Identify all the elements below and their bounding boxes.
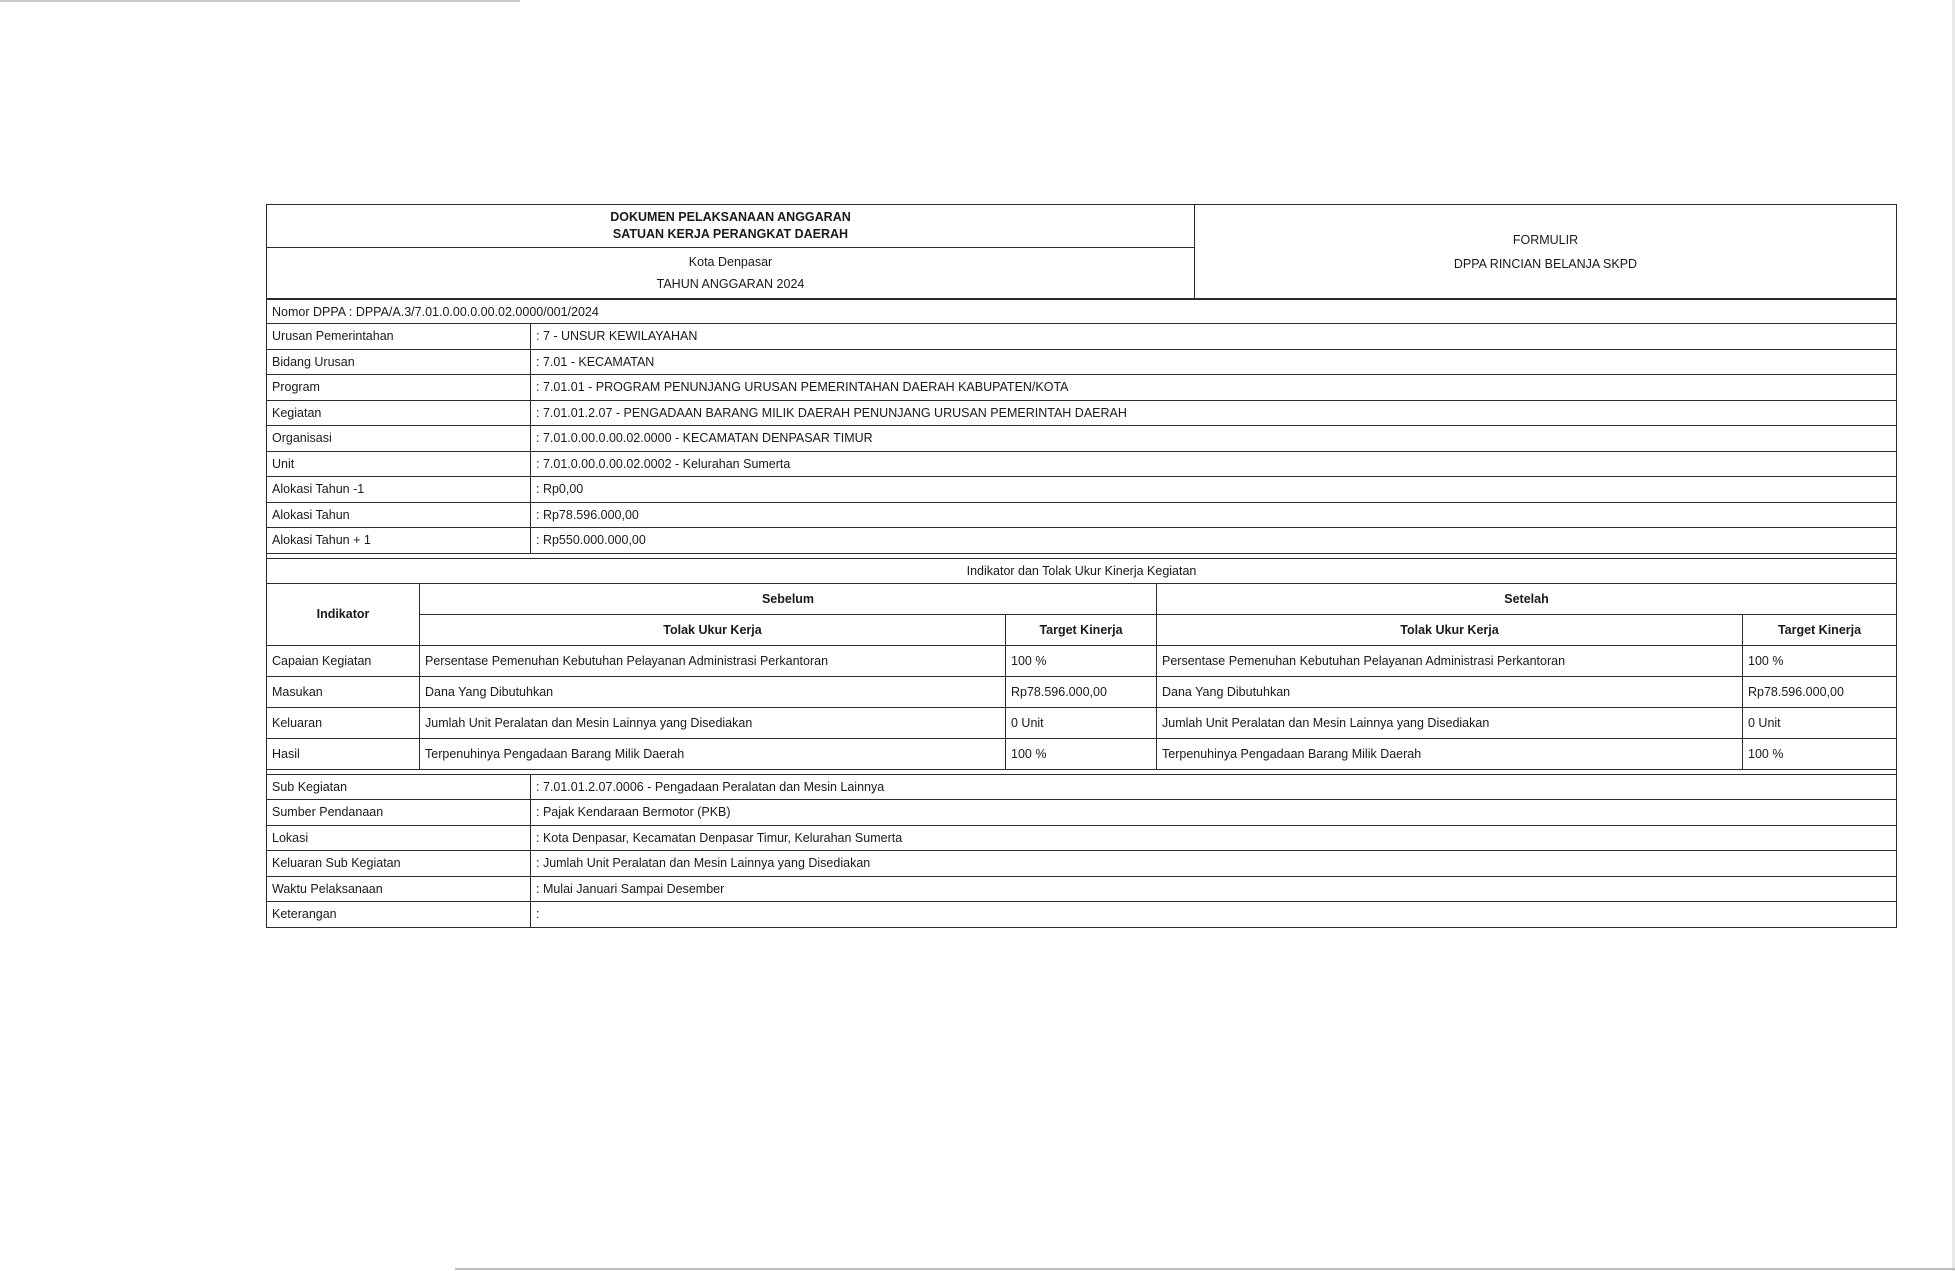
sebelum-tolak-cell: Persentase Pemenuhan Kebutuhan Pelayanan Administrasi Perkantoran	[420, 645, 1006, 676]
sub-label: Sub Kegiatan	[267, 774, 531, 800]
col-setelah: Setelah	[1157, 583, 1897, 614]
info-label: Kegiatan	[267, 400, 531, 426]
indicator-table	[266, 558, 1897, 770]
sebelum-target-cell: 100 %	[1006, 738, 1157, 769]
info-label: Alokasi Tahun	[267, 502, 531, 528]
table-row	[267, 738, 1897, 769]
nomor-dppa: Nomor DPPA : DPPA/A.3/7.01.0.00.0.00.02.0000/001/2024	[267, 300, 1897, 324]
info-value: : 7.01.01.2.07 - PENGADAAN BARANG MILIK DAERAH PENUNJANG URUSAN PEMERINTAH DAERAH	[531, 400, 1897, 426]
setelah-tolak-cell: Dana Yang Dibutuhkan	[1157, 676, 1743, 707]
sub-row	[267, 825, 1897, 851]
sub-label: Lokasi	[267, 825, 531, 851]
info-row	[267, 375, 1897, 401]
sebelum-tolak-cell: Dana Yang Dibutuhkan	[420, 676, 1006, 707]
sebelum-target-cell: 100 %	[1006, 645, 1157, 676]
document-header	[266, 204, 1897, 299]
info-label: Unit	[267, 451, 531, 477]
setelah-tolak-cell: Jumlah Unit Peralatan dan Mesin Lainnya yang Disediakan	[1157, 707, 1743, 738]
scan-edge-top	[0, 0, 520, 2]
setelah-tolak-cell: Terpenuhinya Pengadaan Barang Milik Daerah	[1157, 738, 1743, 769]
form-title	[1195, 205, 1897, 299]
indikator-cell: Capaian Kegiatan	[267, 645, 420, 676]
sub-value: : 7.01.01.2.07.0006 - Pengadaan Peralatan dan Mesin Lainnya	[531, 774, 1897, 800]
col-indikator: Indikator	[267, 583, 420, 645]
indicator-caption: Indikator dan Tolak Ukur Kinerja Kegiatan	[267, 558, 1897, 583]
info-row	[267, 324, 1897, 350]
info-value: : 7 - UNSUR KEWILAYAHAN	[531, 324, 1897, 350]
document-subtitle	[267, 248, 1195, 299]
sub-value: : Mulai Januari Sampai Desember	[531, 876, 1897, 902]
info-row	[267, 451, 1897, 477]
sub-value: : Kota Denpasar, Kecamatan Denpasar Timur, Kelurahan Sumerta	[531, 825, 1897, 851]
setelah-target-cell: Rp78.596.000,00	[1743, 676, 1897, 707]
col-setelah-tolak-ukur: Tolak Ukur Kerja	[1157, 614, 1743, 645]
sub-value: :	[531, 902, 1897, 928]
info-value: : 7.01 - KECAMATAN	[531, 349, 1897, 375]
info-row	[267, 477, 1897, 503]
info-value: : 7.01.0.00.0.00.02.0000 - KECAMATAN DENPASAR TIMUR	[531, 426, 1897, 452]
col-sebelum: Sebelum	[420, 583, 1157, 614]
info-row	[267, 528, 1897, 554]
sub-label: Keluaran Sub Kegiatan	[267, 851, 531, 877]
table-row	[267, 645, 1897, 676]
info-label: Program	[267, 375, 531, 401]
col-setelah-target: Target Kinerja	[1743, 614, 1897, 645]
col-sebelum-tolak-ukur: Tolak Ukur Kerja	[420, 614, 1006, 645]
sebelum-tolak-cell: Terpenuhinya Pengadaan Barang Milik Daerah	[420, 738, 1006, 769]
sebelum-target-cell: 0 Unit	[1006, 707, 1157, 738]
sub-row	[267, 902, 1897, 928]
table-row	[267, 707, 1897, 738]
sub-label: Sumber Pendanaan	[267, 800, 531, 826]
info-value: : 7.01.0.00.0.00.02.0002 - Kelurahan Sumerta	[531, 451, 1897, 477]
sebelum-tolak-cell: Jumlah Unit Peralatan dan Mesin Lainnya yang Disediakan	[420, 707, 1006, 738]
info-row	[267, 349, 1897, 375]
info-label: Alokasi Tahun -1	[267, 477, 531, 503]
sub-row	[267, 876, 1897, 902]
indikator-cell: Masukan	[267, 676, 420, 707]
setelah-target-cell: 0 Unit	[1743, 707, 1897, 738]
sub-row	[267, 800, 1897, 826]
info-label: Bidang Urusan	[267, 349, 531, 375]
sub-value: : Pajak Kendaraan Bermotor (PKB)	[531, 800, 1897, 826]
setelah-tolak-cell: Persentase Pemenuhan Kebutuhan Pelayanan Administrasi Perkantoran	[1157, 645, 1743, 676]
sub-kegiatan-table	[266, 774, 1897, 928]
indikator-cell: Hasil	[267, 738, 420, 769]
title-line-2: SATUAN KERJA PERANGKAT DAERAH	[612, 227, 849, 241]
form-line-1: FORMULIR	[1512, 232, 1579, 247]
col-sebelum-target: Target Kinerja	[1006, 614, 1157, 645]
city-label: Kota Denpasar	[688, 255, 773, 269]
title-line-1: DOKUMEN PELAKSANAAN ANGGARAN	[610, 210, 851, 224]
info-value: : 7.01.01 - PROGRAM PENUNJANG URUSAN PEMERINTAHAN DAERAH KABUPATEN/KOTA	[531, 375, 1897, 401]
info-table	[266, 299, 1897, 554]
info-label: Alokasi Tahun + 1	[267, 528, 531, 554]
info-label: Organisasi	[267, 426, 531, 452]
sebelum-target-cell: Rp78.596.000,00	[1006, 676, 1157, 707]
info-row	[267, 502, 1897, 528]
sub-value: : Jumlah Unit Peralatan dan Mesin Lainnya yang Disediakan	[531, 851, 1897, 877]
info-label: Urusan Pemerintahan	[267, 324, 531, 350]
setelah-target-cell: 100 %	[1743, 738, 1897, 769]
info-value: : Rp78.596.000,00	[531, 502, 1897, 528]
indikator-cell: Keluaran	[267, 707, 420, 738]
table-row	[267, 676, 1897, 707]
sub-row	[267, 774, 1897, 800]
dppa-document	[266, 204, 1897, 928]
sub-row	[267, 851, 1897, 877]
setelah-target-cell: 100 %	[1743, 645, 1897, 676]
form-line-2: DPPA RINCIAN BELANJA SKPD	[1453, 256, 1638, 271]
info-row	[267, 426, 1897, 452]
document-title	[267, 205, 1195, 248]
sub-label: Waktu Pelaksanaan	[267, 876, 531, 902]
year-label: TAHUN ANGGARAN 2024	[656, 277, 805, 291]
info-value: : Rp0,00	[531, 477, 1897, 503]
scan-edge-bottom	[455, 1268, 1955, 1270]
info-value: : Rp550.000.000,00	[531, 528, 1897, 554]
sub-label: Keterangan	[267, 902, 531, 928]
info-row	[267, 400, 1897, 426]
